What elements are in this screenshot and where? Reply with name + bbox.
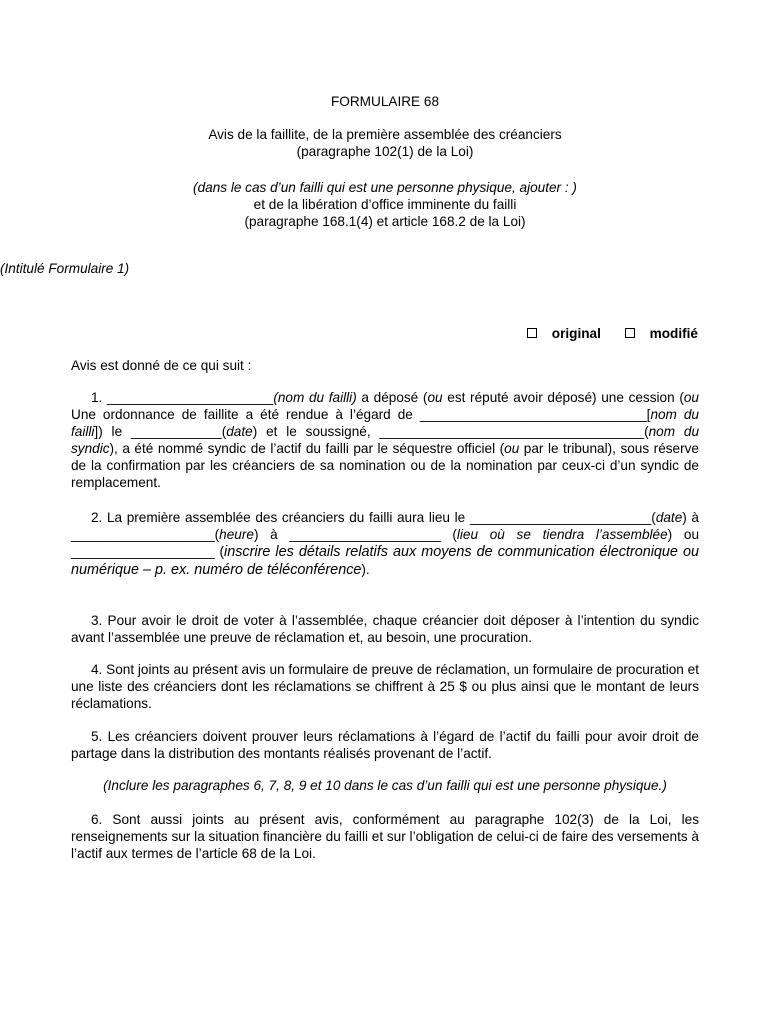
p2-text-i: ). bbox=[361, 562, 370, 577]
p1-text-h: nom du failli bbox=[71, 407, 699, 439]
modified-checkbox-icon[interactable] bbox=[625, 328, 635, 338]
subtitle-line-1: Avis de la faillite, de la première assemblée des créanciers bbox=[208, 127, 562, 142]
paragraph-4 bbox=[71, 661, 699, 712]
p2-text-a: 2. La première assemblée des créanciers du failli aura lieu le ________________________( bbox=[91, 510, 656, 525]
p2-text-b: date bbox=[655, 510, 683, 525]
p2-text-f: lieu où se tiendra l’assemblée bbox=[456, 527, 668, 542]
paragraph-6 bbox=[71, 811, 699, 862]
form-number: FORMULAIRE 68 bbox=[330, 94, 440, 109]
p2-text-c: ) à ___________________( bbox=[71, 510, 699, 542]
p4-text: 4. Sont joints au présent avis un formulaire de preuve de réclamation, un formulaire de procuration et une liste des créanciers dont les réclamations se chiffrent à 25 $ ou plus ainsi que le montant de leurs réclamations. bbox=[71, 662, 699, 711]
p1-text-i: ]) le ____________( bbox=[94, 424, 227, 439]
original-option[interactable] bbox=[517, 326, 601, 341]
paragraph-2 bbox=[71, 509, 699, 579]
bankrupt-individual-addon bbox=[0, 179, 770, 230]
p2-text-e: ) à ____________________ ( bbox=[253, 527, 457, 542]
p1-text-b: (nom du failli) bbox=[273, 390, 357, 405]
p6-text: 6. Sont aussi joints au présent avis, conformément au paragraphe 102(3) de la Loi, les renseignements sur la situation financière du failli et sur l’obligation de celui-ci de faire des versements à l’actif aux termes de l’article 68 de la Loi. bbox=[71, 812, 699, 861]
addon-line-3: (paragraphe 168.1(4) et article 168.2 de la Loi) bbox=[244, 214, 526, 229]
p1-text-f: ou bbox=[683, 390, 699, 405]
paragraph-3 bbox=[71, 612, 699, 646]
p1-text-j: date bbox=[226, 424, 253, 439]
modified-label: modifié bbox=[649, 326, 698, 341]
modified-option[interactable] bbox=[615, 326, 698, 341]
p1-text-l: nom du syndic bbox=[71, 424, 700, 456]
paragraph-5 bbox=[71, 728, 699, 762]
p1-text-m: ), a été nommé syndic de l’actif du failli par le séquestre officiel ( bbox=[109, 441, 505, 456]
subtitle-line-2: (paragraphe 102(1) de la Loi) bbox=[296, 144, 474, 159]
p3-text: 3. Pour avoir le droit de voter à l’assemblée, chaque créancier doit déposer à l’intention du syndic avant l’assemblée une preuve de réclamation et, au besoin, une procuration. bbox=[71, 613, 699, 645]
addon-line-2: et de la libération d’office imminente du failli bbox=[253, 197, 517, 212]
addon-line-1: (dans le cas d’un failli qui est une personne physique, ajouter : ) bbox=[193, 180, 577, 195]
p1-text-o: par le tribunal), sous réserve de la confirmation par les créanciers de sa nomination ou de la nomination par ceux-ci d’un syndic de remplacement. bbox=[71, 441, 699, 490]
p2-text-h: inscrire les détails relatifs aux moyens de communication électronique ou numérique – p. ex. numéro de téléconférence bbox=[71, 544, 699, 578]
p2-text-g: ) ou ___________________ ( bbox=[71, 527, 700, 559]
p1-text-c: a déposé ( bbox=[356, 390, 428, 405]
p1-text-n: ou bbox=[504, 441, 520, 456]
version-checkboxes bbox=[507, 325, 698, 342]
p1-text-e: est réputé avoir déposé) une cession ( bbox=[442, 390, 684, 405]
original-label: original bbox=[551, 326, 601, 341]
intro-text: Avis est donné de ce qui suit : bbox=[71, 358, 252, 373]
p1-text-g: Une ordonnance de faillite a été rendue à l’égard de ______________________________[ bbox=[71, 407, 651, 422]
p1-text-a: 1. ______________________ bbox=[91, 390, 274, 405]
form-subtitle bbox=[0, 126, 770, 160]
paragraph-1 bbox=[71, 389, 699, 491]
individual-bankrupt-note: (Inclure les paragraphes 6, 7, 8, 9 et 10 dans le cas d’un failli qui est une personne physique.) bbox=[103, 778, 667, 793]
p1-text-k: ) et le soussigné, ___________________________________( bbox=[252, 424, 649, 439]
p1-text-d: ou bbox=[427, 390, 443, 405]
p2-text-d: heure bbox=[219, 527, 254, 542]
p5-text: 5. Les créanciers doivent prouver leurs réclamations à l’égard de l’actif du failli pour avoir droit de partage dans la distribution des montants réalisés provenant de l’actif. bbox=[71, 729, 699, 761]
original-checkbox-icon[interactable] bbox=[527, 328, 537, 338]
intitule-reference: (Intitulé Formulaire 1) bbox=[0, 261, 130, 276]
